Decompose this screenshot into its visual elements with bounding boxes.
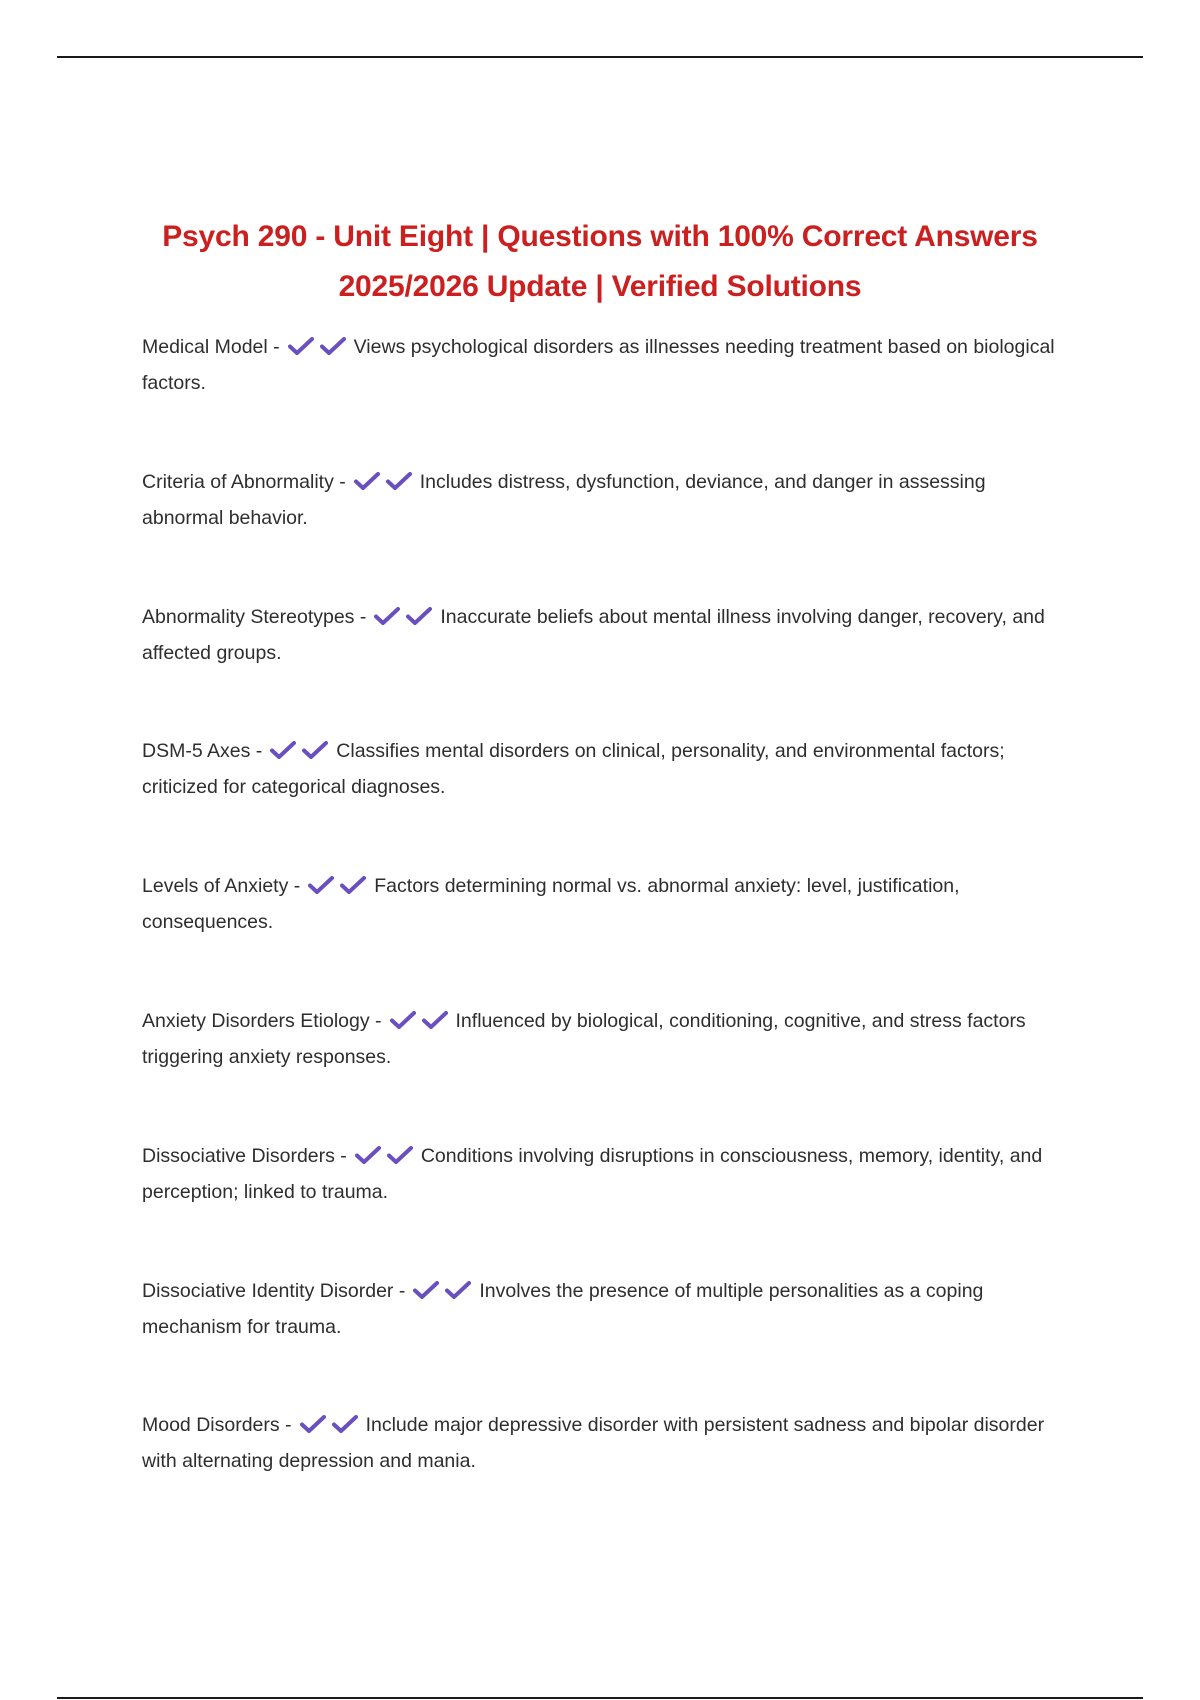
entry-answer: Include major depressive disorder with persistent sadness and bipolar disorder with alternating depression and mania.: [142, 1414, 1045, 1473]
entry-separator: -: [333, 470, 346, 493]
qa-entry: [142, 330, 1068, 465]
entry-separator: -: [369, 1009, 382, 1032]
entry-answer: Includes distress, dysfunction, deviance, and danger in assessing abnormal behavior.: [142, 470, 986, 529]
top-rule: [57, 56, 1143, 58]
entry-term: Criteria of Abnormality: [142, 470, 334, 493]
entry-term: Abnormality Stereotypes: [142, 605, 355, 628]
title-line-1: Psych 290 - Unit Eight | Questions with 100% Correct Answers: [162, 220, 1038, 253]
entry-answer: Conditions involving disruptions in consciousness, memory, identity, and perception; linked to trauma.: [142, 1144, 1043, 1203]
double-check-icon: [270, 736, 334, 770]
title-line-2: 2025/2026 Update | Verified Solutions: [338, 270, 862, 303]
double-check-icon: [355, 1141, 419, 1175]
entry-separator: -: [334, 1144, 347, 1167]
entry-term: Dissociative Identity Disorder: [142, 1279, 394, 1302]
qa-entry: [142, 869, 1068, 1004]
double-check-icon: [300, 1410, 364, 1444]
entry-term: Anxiety Disorders Etiology: [142, 1009, 370, 1032]
entry-separator: -: [267, 336, 280, 358]
bottom-rule: [57, 1697, 1143, 1699]
double-check-icon: [354, 467, 418, 501]
entry-answer: Classifies mental disorders on clinical, personality, and environmental factors; criticized for categorical diagnoses.: [142, 740, 1005, 799]
entry-answer: Influenced by biological, conditioning, cognitive, and stress factors triggering anxiety responses.: [142, 1009, 1026, 1068]
entry-term: Medical Model: [142, 336, 268, 358]
entry-term: Mood Disorders: [142, 1414, 280, 1437]
entry-separator: -: [288, 875, 301, 898]
qa-entry: [142, 1408, 1068, 1543]
entry-answer: Inaccurate beliefs about mental illness involving danger, recovery, and affected groups.: [142, 605, 1045, 664]
entry-separator: -: [393, 1279, 406, 1302]
document-title: [120, 212, 1080, 312]
entry-separator: -: [250, 740, 263, 763]
double-check-icon: [308, 871, 372, 905]
double-check-icon: [288, 332, 352, 366]
double-check-icon: [390, 1006, 454, 1040]
entry-answer: Involves the presence of multiple personalities as a coping mechanism for trauma.: [142, 1279, 984, 1338]
qa-entry: [142, 734, 1068, 869]
qa-entry: [142, 465, 1068, 600]
entry-answer: Views psychological disorders as illnesses needing treatment based on biological factors.: [142, 336, 1055, 394]
entry-term: DSM-5 Axes: [142, 740, 251, 763]
qa-entry: [142, 1004, 1068, 1139]
entry-answer: Factors determining normal vs. abnormal anxiety: level, justification, consequences.: [142, 875, 960, 934]
entry-separator: -: [354, 605, 367, 628]
double-check-icon: [374, 602, 438, 636]
qa-entry: [142, 1139, 1068, 1274]
double-check-icon: [413, 1276, 477, 1310]
qa-list: [142, 330, 1068, 1543]
entry-term: Dissociative Disorders: [142, 1144, 335, 1167]
entry-term: Levels of Anxiety: [142, 875, 289, 898]
qa-entry: [142, 1274, 1068, 1409]
qa-entry: [142, 600, 1068, 735]
entry-separator: -: [279, 1414, 292, 1437]
